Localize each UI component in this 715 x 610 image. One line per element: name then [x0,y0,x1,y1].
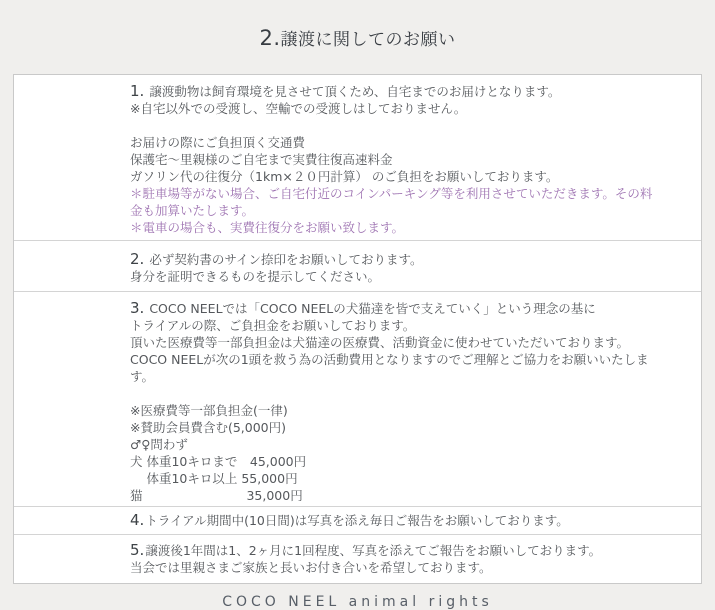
train-note: ＊電車の場合も、実費往復分をお願い致します。 [130,220,405,235]
page-title-text: 譲渡に関してのお願い [280,29,456,50]
section-3-line-3: 頂いた医療費等一部負担金は犬猫達の医療費、活動資金に使わせていただいております。 [130,335,630,350]
fee-dog-small: 犬 体重10キロまで 45,000円 [130,454,307,469]
section-2-number: 2. [130,250,145,268]
section-2-lead-text: 必ず契約書のサイン捺印をお願いしております。 [149,252,423,267]
section-4-lead-text: トライアル期間中(10日間)は写真を添え毎日ご報告をお願いしております。 [145,513,569,528]
section-contract [14,240,701,291]
section-5-line-2: 当会では里親さまご家族と長いお付き合いを希望しております。 [130,560,492,575]
section-2-lead-line [130,251,656,268]
transport-cost-block [130,134,656,185]
fee-dog-large: 体重10キロ以上 55,000円 [130,471,298,486]
section-5-lead-text: 譲渡後1年間は1、2ヶ月に1回程度、写真を添えてご報告をお願いしております。 [145,543,602,558]
section-5-number: 5. [130,541,145,559]
section-trial-report [14,506,701,534]
transport-line-1: お届けの際にご負担頂く交通費 [130,135,306,150]
page-title-number: 2. [259,25,281,50]
section-4-lead-line [130,512,656,529]
section-3-line-2: トライアルの際、ご負担金をお願いしております。 [130,318,416,333]
section-3-lead-line [130,300,656,317]
section-3-lead-text: COCO NEELでは「COCO NEELの犬猫達を皆で支えていく」という理念の基に [149,301,596,316]
fee-note-gender: ♂♀問わず [130,437,188,452]
fee-note-1: ※医療費等一部負担金(一律) [130,403,288,418]
parking-note: ＊駐車場等がない場合、ご自宅付近のコインパーキング等を利用させていただきます。その料金も加算いたします。 [130,186,653,218]
fee-table-block [130,402,656,504]
purple-notes-block [130,185,656,236]
page-footer [0,594,715,610]
section-followup-report [14,534,701,583]
page-title [259,25,455,50]
section-1-note: ※自宅以外での受渡し、空輸での受渡しはしておりません。 [130,101,467,116]
section-3-number: 3. [130,299,145,317]
section-delivery [14,75,701,240]
section-1-lead-line [130,83,656,100]
fee-cat: 猫 35,000円 [130,488,303,503]
section-4-number: 4. [130,511,145,529]
fee-note-2: ※賛助会員費含む(5,000円) [130,420,287,435]
section-1-number: 1. [130,82,145,100]
transport-line-3: ガソリン代の往復分（1km×２０円計算） のご負担をお願いしております。 [130,169,559,184]
page-header [0,0,715,74]
section-fees [14,291,701,506]
section-1-lead-text: 譲渡動物は飼育環境を見させて頂くため、自宅までのお届けとなります。 [149,84,561,99]
brand-name: COCO NEEL animal rights [222,594,493,610]
section-5-lead-line [130,542,656,559]
section-2-line-2: 身分を証明できるものを提示してください。 [130,269,381,284]
transport-line-2: 保護宅〜里親様のご自宅まで実費往復高速料金 [130,152,393,167]
section-3-line-4: COCO NEELが次の1頭を救う為の活動費用となりますのでご理解とご協力をお願いいたします。 [130,352,649,384]
notice-panel [13,74,702,584]
